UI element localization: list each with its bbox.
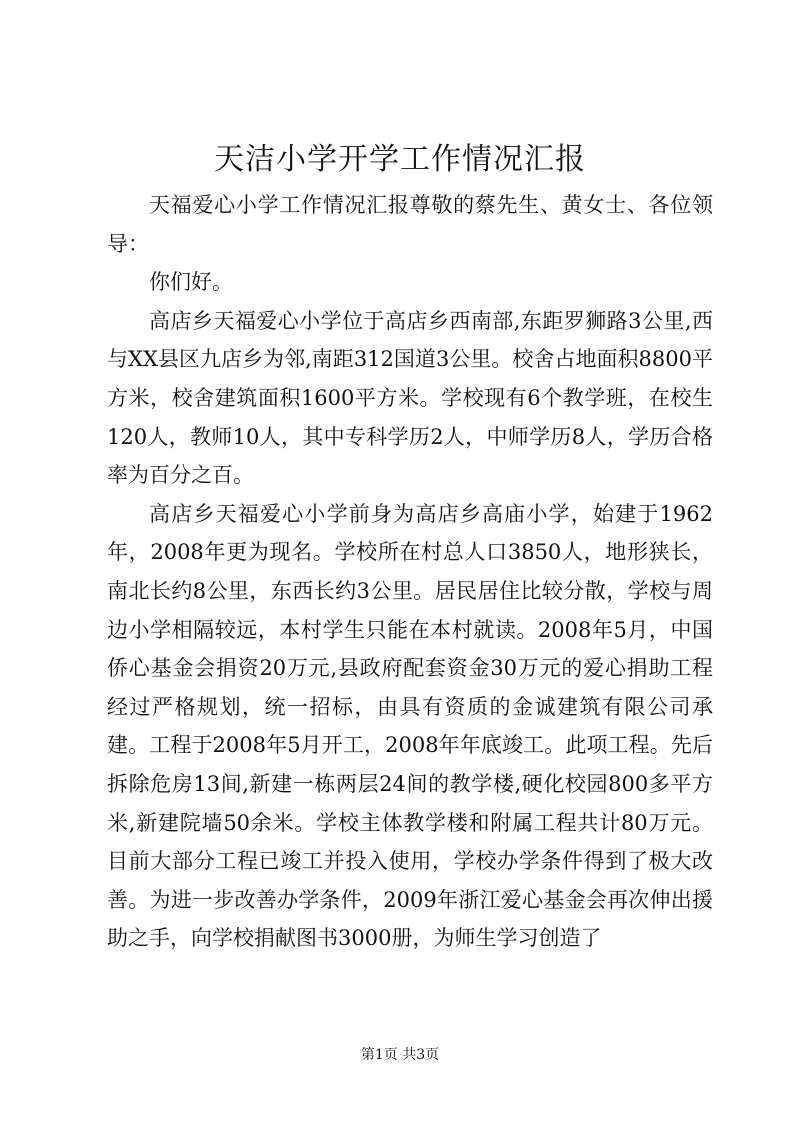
document-title: 天洁小学开学工作情况汇报: [214, 142, 586, 177]
school-overview-paragraph: 高店乡天福爱心小学位于高店乡西南部,东距罗狮路3公里,西与XX县区九店乡为邻,南距312国道3公里。校舍占地面积8800平方米，校舍建筑面积1600平方米。学校现有6个教学班，在校生120人，教师10人，其中专科学历2人，中师学历8人，学历合格率为百分之百。: [107, 308, 713, 488]
greeting-paragraph: 天福爱心小学工作情况汇报尊敬的蔡先生、黄女士、各位领导：: [107, 193, 713, 256]
document-body: [107, 186, 713, 958]
page-number-footer: 第1页 共3页: [360, 1047, 440, 1063]
school-history-paragraph: 高店乡天福爱心小学前身为高店乡高庙小学，始建于1962年，2008年更为现名。学校所在村总人口3850人，地形狭长，南北长约8公里，东西长约3公里。居民居住比较分散，学校与周边小学相隔较远，本村学生只能在本村就读。2008年5月，中国侨心基金会捐资20万元,县政府配套资金30万元的爱心捐助工程经过严格规划，统一招标，由具有资质的金诚建筑有限公司承建。工程于2008年5月开工，2008年年底竣工。此项工程。先后拆除危房13间,新建一栋两层24间的教学楼,硬化校园800多平方米,新建院墙50余米。学校主体教学楼和附属工程共计80万元。目前大部分工程已竣工并投入使用，学校办学条件得到了极大改善。为进一步改善办学条件，2009年浙江爱心基金会再次伸出援助之手，向学校捐献图书3000册，为师生学习创造了: [107, 501, 713, 951]
salutation-paragraph: 你们好。: [149, 270, 233, 295]
